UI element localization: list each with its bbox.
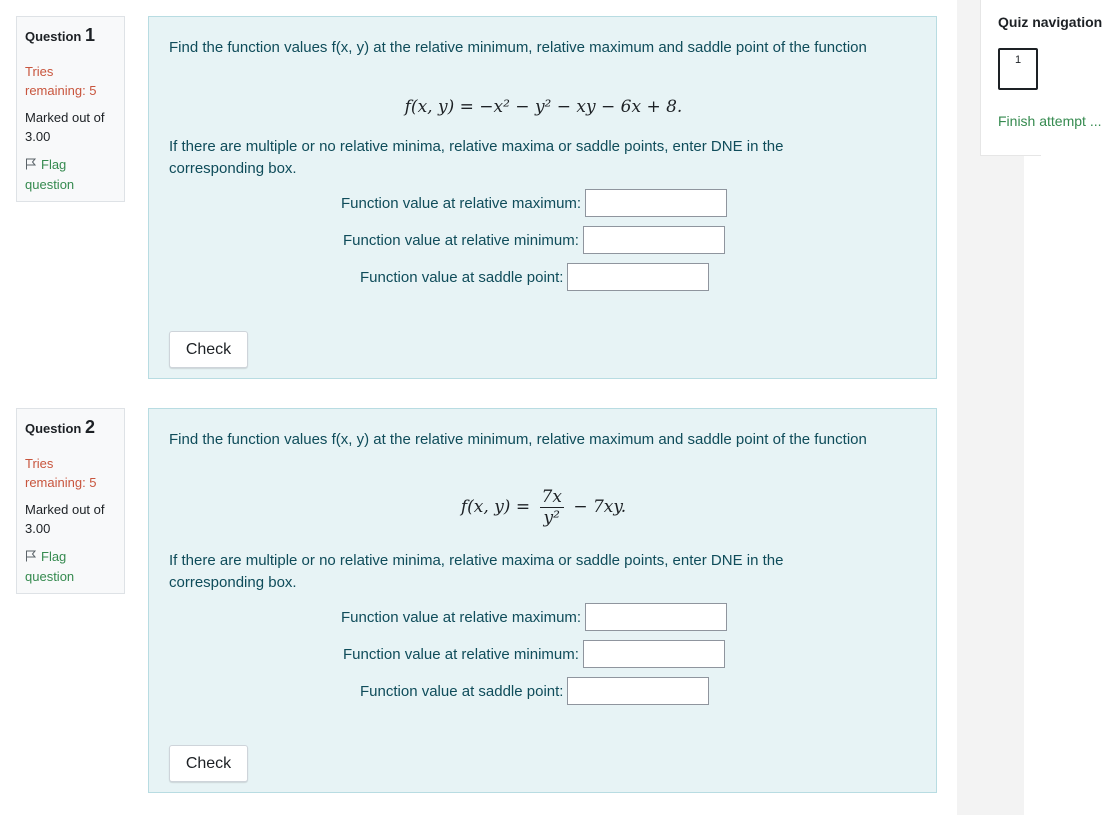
flag-question-link[interactable]	[25, 547, 116, 586]
flag-question-label: Flag question	[25, 549, 75, 584]
answer-min-input[interactable]	[583, 640, 725, 668]
answer-min-input[interactable]	[583, 226, 725, 254]
question-1-content	[148, 16, 937, 379]
question-1-info	[16, 16, 125, 202]
question-label: Question	[25, 29, 82, 44]
question-1-formula: f(x, y) = −x² − y² − xy − 6x + 8.	[404, 97, 683, 117]
question-1-answer-max-row	[341, 189, 727, 217]
question-1-instructions: If there are multiple or no relative minima, relative maxima or saddle points, enter DNE in the corresponding box.	[169, 138, 784, 177]
check-button[interactable]: Check	[169, 745, 248, 782]
question-2-formula	[149, 487, 938, 528]
answer-saddle-input[interactable]	[567, 677, 709, 705]
marked-out-of: Marked out of 3.00	[25, 110, 105, 144]
quiz-navigation-title: Quiz navigation	[998, 14, 1102, 30]
question-2-answer-min-row	[343, 640, 725, 668]
question-1-answer-saddle-row	[360, 263, 709, 291]
question-2-instructions: If there are multiple or no relative minima, relative maxima or saddle points, enter DNE in the corresponding box.	[169, 552, 784, 591]
fraction-denominator: y²	[543, 508, 560, 528]
answer-max-label: Function value at relative maximum:	[341, 194, 582, 212]
answer-saddle-input[interactable]	[567, 263, 709, 291]
formula-fraction	[540, 487, 564, 528]
quiz-navigation-block	[980, 0, 1102, 156]
question-2-number	[25, 417, 116, 438]
question-1-prompt: Find the function values f(x, y) at the relative minimum, relative maximum and saddle point of the function	[169, 39, 867, 56]
question-label: Question	[25, 421, 82, 436]
question-1-number	[25, 25, 116, 46]
formula-rhs: − 7xy.	[573, 497, 627, 517]
check-button[interactable]: Check	[169, 331, 248, 368]
answer-saddle-label: Function value at saddle point:	[360, 682, 564, 700]
flag-question-label: Flag question	[25, 157, 75, 192]
answer-min-label: Function value at relative minimum:	[343, 645, 579, 663]
tries-remaining: Tries remaining: 5	[25, 64, 97, 98]
answer-min-label: Function value at relative minimum:	[343, 231, 579, 249]
answer-max-input[interactable]	[585, 603, 727, 631]
question-1-answer-min-row	[343, 226, 725, 254]
answer-max-input[interactable]	[585, 189, 727, 217]
question-2-content	[148, 408, 937, 793]
answer-max-label: Function value at relative maximum:	[341, 608, 582, 626]
question-number: 2	[84, 417, 95, 437]
formula-lhs: f(x, y) =	[460, 497, 531, 517]
quiz-nav-question-1[interactable]: 1	[998, 48, 1038, 90]
flag-icon	[25, 156, 37, 175]
answer-saddle-label: Function value at saddle point:	[360, 268, 564, 286]
finish-attempt-link[interactable]: Finish attempt ...	[998, 113, 1102, 129]
question-2-prompt: Find the function values f(x, y) at the relative minimum, relative maximum and saddle point of the function	[169, 431, 867, 448]
question-2-info	[16, 408, 125, 594]
fraction-numerator: 7x	[541, 487, 562, 507]
question-number: 1	[84, 25, 95, 45]
tries-remaining: Tries remaining: 5	[25, 456, 97, 490]
flag-icon	[25, 548, 37, 567]
marked-out-of: Marked out of 3.00	[25, 502, 105, 536]
flag-question-link[interactable]	[25, 155, 116, 194]
question-2-answer-saddle-row	[360, 677, 709, 705]
question-2-answer-max-row	[341, 603, 727, 631]
